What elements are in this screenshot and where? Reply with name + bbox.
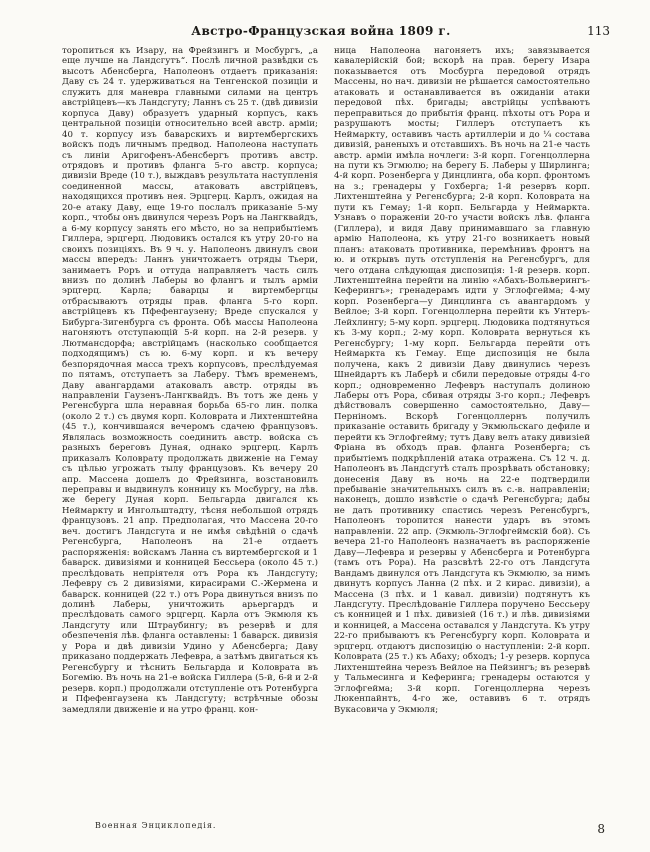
page-number: 113	[587, 24, 610, 38]
text-column-left: торопиться къ Изару, на Фрейзингъ и Мосбургъ, „а еще лучше на Ландсгутъ“. Послѣ личной развѣдки съ высотъ Абенсберга, Наполеонъ отдаетъ приказанія: Даву съ 24 т. удерживаться на Тенгенской позиціи и служить для маневра главными силами на центръ австрійцевъ—къ Ландсгуту; Ланнъ съ 25 т. (двѣ дивизіи корпуса Даву) образуетъ ударный корпусъ, какъ центральной позиціи относительно всей австр. арміи; 40 т. корпусу изъ баварскихъ и виртембергскихъ войскъ подъ личнымъ предвод. Наполеона наступать съ линіи Аригофенъ-Абенсбергъ противъ австр. отрядовъ и противъ фланга 5-го австр. корпуса; дивизіи Вреде (10 т.), выждавъ результата наступленія соединенной массы, атаковать австрійцевъ, находящихся противъ нея. Эрцгерц. Карлъ, ожидая на 20-е атаку Даву, еще 19-го послалъ приказаніе 5-му корп., чтобы онъ двинулся черезъ Роръ на Лангквайдъ, а 6-му корпусу занять его мѣсто, но за неприбытіемъ Гиллера, эрцгерц. Людовикъ остался къ утру 20-го на своихъ позиціяхъ. Въ 9 ч. у. Наполеонъ двинулъ свои массы впередъ: Ланнъ уничтожаетъ отряды Тьери, занимаетъ Роръ и оттуда направляетъ часть силъ внизъ по долинѣ Лаберы во флангъ и тылъ арміи эрцгерц. Карла; баварцы и виртембергцы отбрасываютъ отряды прав. фланга 5-го корп. австрійцевъ къ Пфефенгаузену; Вреде спускался у Бибурга-Зигенбурга съ фронта. Обѣ массы Наполеона нагоняютъ отступающій 5-й корп. на 2-й резерв. у Лютмансдорфа; австрійцамъ (насколько сообщается подходящимъ) съ ю. 6-му корп. и къ вечеру безпорядочная масса трехъ корпусовъ, преслѣдуемая по пятамъ, отступаетъ за Лаберу. Тѣмъ временемъ, Даву авангардами атаковалъ австр. отряды въ направленіи Гаузенъ-Лангквайдъ. Въ тотъ же день у Регенсбурга шла неравная борьба 65-го лин. полка (около 2 т.) съ двумя корп. Коловрата и Лихтенштейна (45 т.), кончившаяся вечеромъ сдачею французовъ. Являлась возможность соединить австр. войска съ разныхъ береговъ Дуная, однако эрцгерц. Карлъ приказалъ Коловрату продолжать движеніе на Гемау съ цѣлью угрожать тылу французовъ. Къ вечеру 20 апр. Массена дошелъ до Фрейзинга, возстановилъ переправы и выдвинулъ конницу къ Мосбургу, на лѣв. же берегу Дуная корп. Бельгарда двигался къ Неймаркту и Ингольштадту, тѣсня небольшой отрядъ французовъ. 21 апр. Предполагая, что Массена 20-го веч. достигъ Ландсгута и не имѣя свѣдѣній о сдачѣ Регенсбурга, Наполеонъ на 21-е отдаетъ распоряженія: войскамъ Ланна съ виртембергской и 1 баварск. дивизіями и конницей Бессьера (около 45 т.) преслѣдовать непріятеля отъ Рора къ Ландсгуту; Лефевру съ 2 дивизіями, кирасирами С.-Жермена и баварск. конницей (22 т.) отъ Рора двинуться внизъ по долинѣ Лаберы, уничтожить арьергардъ и преслѣдовать самого эрцгерц. Карла отъ Экмюля къ Ландсгуту или Штраубингу; въ резервѣ и для обезпеченія лѣв. фланга оставлены: 1 баварск. дивизія у Рора и двѣ дивизіи Удино у Абенсберга; Даву приказано поддержать Лефевра, а затѣмъ двигаться къ Регенсбургу и тѣснить Бельгарда и Коловрата въ Богемію. Въ ночь на 21-е войска Гиллера (5-й, 6-й и 2-й резерв. корп.) продолжали отступленіе отъ Ротенбурга и Пфефенгаузена къ Ландсгуту; встрѣчные обозы замедляли движеніе и на утро франц. кон-	[62, 46, 318, 715]
imprint-label: Военная Энциклопедія.	[95, 821, 217, 830]
sheet-number: 8	[597, 822, 605, 836]
text-columns	[62, 46, 590, 814]
running-title: Австро-Французская война 1809 г.	[191, 24, 451, 38]
text-column-right: ница Наполеона нагоняетъ ихъ; завязывается кавалерійскій бой; вскорѣ на прав. берегу Изара показывается отъ Мосбурга передовой отрядъ Массены, но нач. дивизіи не рѣшается самостоятельно атаковать и останавливается въ ожиданіи атаки передовой пѣх. бригады; австрійцы успѣваютъ переправиться до прибытія франц. пѣхоты отъ Рора и разрушаютъ мосты; Гиллеръ отступаетъ къ Неймаркту, оставивъ часть артиллеріи и до ¼ состава дивизій, раненыхъ и отставшихъ. Въ ночь на 21-е часть австр. арміи имѣла ночлеги: 3-й корп. Гогенцоллерна на пути къ Эгмюлю; на берегу Б. Лаберы у Ширлинга; 4-й корп. Розенберга у Динцлинга, оба корп. фронтомъ на з.; гренадеры у Гохберга; 1-й резервъ корп. Лихтенштейна у Регенсбурга; 2-й корп. Коловрата на пути къ Гемау; 1-й корп. Бельгарда у Неймаркта. Узнавъ о пораженіи 20-го участи войскъ лѣв. фланга (Гиллера), и видя Даву принимавшаго за главную армію Наполеона, къ утру 21-го возникаетъ новый планъ: атаковать противника, перемѣнивъ фронтъ на ю. и открывъ путь отступленія на Регенсбургъ, для чего отдана слѣдующая диспозиція: 1-й резерв. корп. Лихтенштейна перейти на линію «Абахъ-Вольверингъ-Кеферингъ»; гренадерамъ идти у Эглофгейма; 4-му корп. Розенберга—у Динцлинга съ авангардомъ у Вейлое; 3-й корп. Гогенцоллерна перейти къ Унтеръ-Лейхлингу; 5-му корп. эрцгерц. Людовика подтянуться къ 3-му корп.; 2-му корп. Коловрата вернуться къ Регенсбургу; 1-му корп. Бельгарда перейти отъ Неймаркта къ Гемау. Еще диспозиція не была получена, какъ 2 дивизіи Даву двинулись черезъ Шнейдартъ къ Лаберѣ и сбили передовые отряды 4-го корп.; одновременно Лефевръ наступалъ долиною Лаберы отъ Рора, сбивая отряды 3-го корп.; Лефевръ дѣйствовалъ совершенно самостоятельно, Даву—Перніномъ. Вскорѣ Гогенцоллернъ получилъ приказаніе оставить бригаду у Экмюльскаго дефиле и перейти къ Эглофгейму; тутъ Даву велъ атаку дивизіей Фріана въ обходъ прав. фланга Розенберга; съ прибытіемъ подкрѣпленій атака отражена. Съ 12 ч. д. Наполеонъ въ Ландсгутѣ сталъ прозрѣвать обстановку; донесенія Даву въ ночь на 22-е подтвердили пребываніе значительныхъ силъ въ с.-в. направленіи; наконецъ, дошло извѣстіе о сдачѣ Регенсбурга; дабы не дать противнику спастись черезъ Регенсбургъ, Наполеонъ торопится нанести ударъ въ этомъ направленіи. 22 апр. (Экмюль-Эглофгеймскій бой). Съ вечера 21-го Наполеонъ назначаетъ въ распоряженіе Даву—Лефевра и резервы у Абенсберга и Ротенбурга (тамъ отъ Рора). На разсвѣтѣ 22-го отъ Ландсгута Вандамъ двинулся отъ Ландсгута къ Экмюлю, за нимъ двинутъ корпусъ Ланна (2 пѣх. и 2 кирас. дивизіи), а Массена (3 пѣх. и 1 кавал. дивизіи) подтянутъ къ Ландсгуту. Преслѣдованіе Гиллера поручено Бессьеру съ конницей и 1 пѣх. дивизіей (16 т.) и лѣв. дивизіями и конницей, а Массена оставался у Ландсгута. Къ утру 22-го прибываютъ къ Регенсбургу корп. Коловрата и эрцгерц. отдаютъ диспозицію о наступленіи: 2-й корп. Коловрата (25 т.) къ Абаху; обходъ; 1-у резерв. корпуса Лихтенштейна черезъ Вейлое на Пейзингъ; въ резервѣ у Тальмесинга и Кеферинга; гренадеры остаются у Эглофгейма; 3-й корп. Гогенцоллерна черезъ Люкенпайнтъ, 4-го же, оставивъ 6 т. отрядъ Вукасовича у Экмюля;	[334, 46, 590, 715]
page-header	[62, 24, 610, 40]
